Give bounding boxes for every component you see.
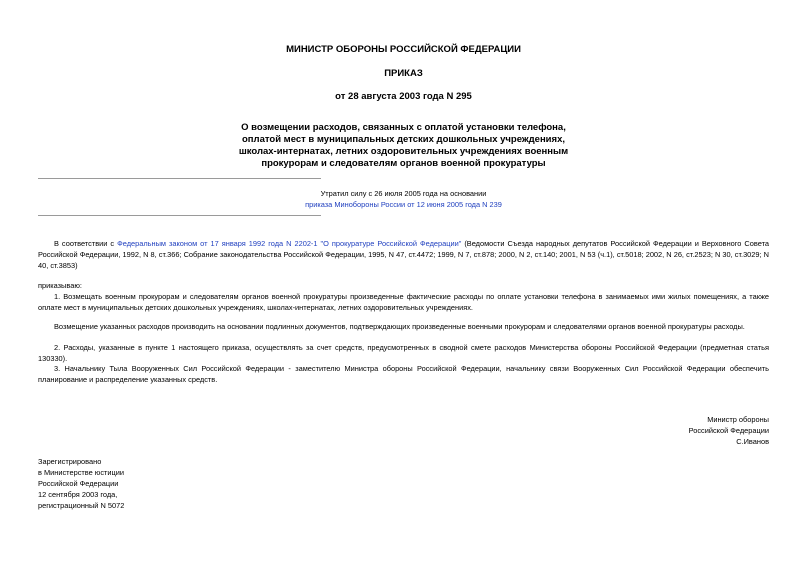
doc-type-heading: ПРИКАЗ xyxy=(384,68,423,79)
item-3-paragraph: 3. Начальнику Тыла Вооруженных Сил Российской Федерации - заместителю Министра обороны Российской Федерации, начальнику связи Вооруженных Сил Российской Федерации обеспечить планирование и распределение указанных средств. xyxy=(38,364,769,384)
signature-line: Министр обороны xyxy=(707,415,769,424)
subject-line: оплатой мест в муниципальных детских дошкольных учреждениях, xyxy=(242,134,565,145)
signature-line: С.Иванов xyxy=(736,437,769,446)
subject-line: прокурорам и следователям органов военной прокуратуры xyxy=(261,158,546,169)
expired-text: Утратил силу с 26 июля 2005 года на основании xyxy=(320,189,487,198)
signature-block xyxy=(569,414,769,447)
item-1-paragraph: 1. Возмещать военным прокурорам и следователям органов военной прокуратуры произведенные фактические расходы по оплате установки телефона в занимаемых ими жилых помещениях, а также оплате мест в муниципальных детских дошкольных учреждениях, школах-интернатах, летних оздоровительных учреждениях. xyxy=(38,292,769,312)
ministry-heading: МИНИСТР ОБОРОНЫ РОССИЙСКОЙ ФЕДЕРАЦИИ xyxy=(286,44,521,55)
federal-law-link[interactable]: Федеральным законом от 17 января 1992 года N 2202-1 "О прокуратуре Российской Федерации" xyxy=(117,239,462,248)
signature-line: Российской Федерации xyxy=(688,426,769,435)
item-1-note-paragraph: Возмещение указанных расходов производить на основании подлинных документов, подтверждающих произведенные военными прокурорам и следователями органов военной прокуратуры расходы. xyxy=(54,322,745,331)
divider-top xyxy=(38,178,321,179)
registration-line: Зарегистрировано xyxy=(38,457,102,466)
registration-block xyxy=(38,456,238,511)
preamble-paragraph xyxy=(38,238,769,271)
registration-line: в Министерстве юстиции xyxy=(38,468,125,477)
subject-title xyxy=(200,122,607,170)
expired-link[interactable]: приказа Минобороны России от 12 июня 2005 года N 239 xyxy=(305,200,502,209)
expired-notice xyxy=(200,188,607,210)
preamble-rest: (Ведомости Съезда народных депутатов Российской Федерации и Верховного Совета Российской Федерации, 1992, N 8, ст.366; Собрание законодательства Российской Федерации, 1995, N 47, ст.4472; 1999, N 7, ст.878; 2000, N 2, ст.140; 2001, N 53 (ч.1), ст.5018; 2002, N 26, ст.2523; N 30, ст.3029; N 40, ст.3853) xyxy=(38,239,769,270)
registration-line: Российской Федерации xyxy=(38,479,119,488)
date-number-heading: от 28 августа 2003 года N 295 xyxy=(335,91,472,102)
item-2-paragraph: 2. Расходы, указанные в пункте 1 настоящего приказа, осуществлять за счет средств, предусмотренных в сводной смете расходов Министерства обороны Российской Федерации (предметная статья 130330). xyxy=(38,343,769,363)
registration-line: регистрационный N 5072 xyxy=(38,501,125,510)
subject-line: О возмещении расходов, связанных с оплатой установки телефона, xyxy=(241,122,566,133)
divider-bottom xyxy=(38,215,321,216)
registration-line: 12 сентября 2003 года, xyxy=(38,490,118,499)
preamble-prefix: В соответствии с xyxy=(54,239,118,248)
subject-line: школах-интернатах, летних оздоровительных учреждениях военным xyxy=(238,146,569,157)
order-word: приказываю: xyxy=(38,281,82,290)
